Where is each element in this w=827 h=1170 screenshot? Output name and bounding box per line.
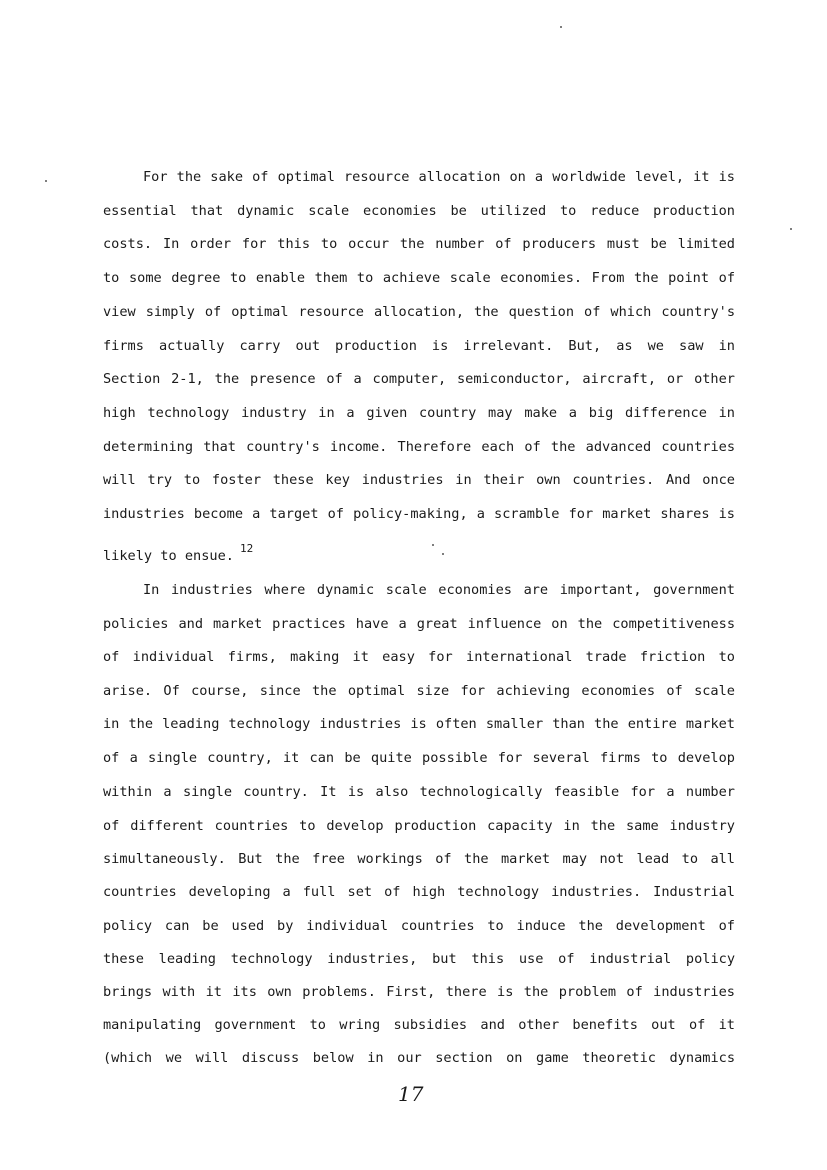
paragraph-1-line: likely to ensue.	[103, 548, 234, 564]
paragraph-2-line: in the leading technology industries is often smaller than the entire market	[103, 716, 735, 732]
page-number: 17	[398, 1082, 424, 1106]
paragraph-2-line: arise. Of course, since the optimal size for achieving economies of scale	[103, 683, 735, 699]
paragraph-1-line: view simply of optimal resource allocation, the question of which country's	[103, 304, 735, 320]
paragraph-2-line: brings with it its own problems. First, there is the problem of industries	[103, 984, 735, 1000]
paragraph-1-line: costs. In order for this to occur the number of producers must be limited	[103, 236, 735, 252]
paragraph-1-line: high technology industry in a given country may make a big difference in	[103, 405, 735, 421]
paragraph-2-line: these leading technology industries, but this use of industrial policy	[103, 951, 735, 967]
paragraph-2-line: simultaneously. But the free workings of the market may not lead to all	[103, 851, 735, 867]
scan-speck	[45, 180, 47, 182]
paragraph-1-line: will try to foster these key industries in their own countries. And once	[103, 472, 735, 488]
paragraph-2-line: policy can be used by individual countries to induce the development of	[103, 918, 735, 934]
paragraph-2-line: manipulating government to wring subsidies and other benefits out of it	[103, 1017, 735, 1033]
paragraph-1-last-line	[103, 542, 735, 566]
paragraph-1-line: essential that dynamic scale economies be utilized to reduce production	[103, 203, 735, 219]
scan-speck	[560, 26, 562, 28]
paragraph-2-line: policies and market practices have a great influence on the competitiveness	[103, 616, 735, 632]
paragraph-2-line: of different countries to develop production capacity in the same industry	[103, 818, 735, 834]
paragraph-1-line: For the sake of optimal resource allocation on a worldwide level, it is	[143, 169, 735, 185]
paragraph-2-line: In industries where dynamic scale economies are important, government	[143, 582, 735, 598]
paragraph-2-line: (which we will discuss below in our section on game theoretic dynamics	[103, 1050, 735, 1066]
paragraph-2-line: of individual firms, making it easy for international trade friction to	[103, 649, 735, 665]
paragraph-2-line: of a single country, it can be quite possible for several firms to develop	[103, 750, 735, 766]
footnote-marker: 12	[239, 542, 254, 555]
scan-speck	[790, 228, 792, 230]
paragraph-1-line: to some degree to enable them to achieve scale economies. From the point of	[103, 270, 735, 286]
paragraph-2-line: countries developing a full set of high technology industries. Industrial	[103, 884, 735, 900]
paragraph-1-line: firms actually carry out production is irrelevant. But, as we saw in	[103, 338, 735, 354]
paragraph-2-line: within a single country. It is also technologically feasible for a number	[103, 784, 735, 800]
paragraph-1-line: Section 2-1, the presence of a computer, semiconductor, aircraft, or other	[103, 371, 735, 387]
paragraph-1-line: determining that country's income. Therefore each of the advanced countries	[103, 439, 735, 455]
paragraph-1-line: industries become a target of policy-making, a scramble for market shares is	[103, 506, 735, 522]
